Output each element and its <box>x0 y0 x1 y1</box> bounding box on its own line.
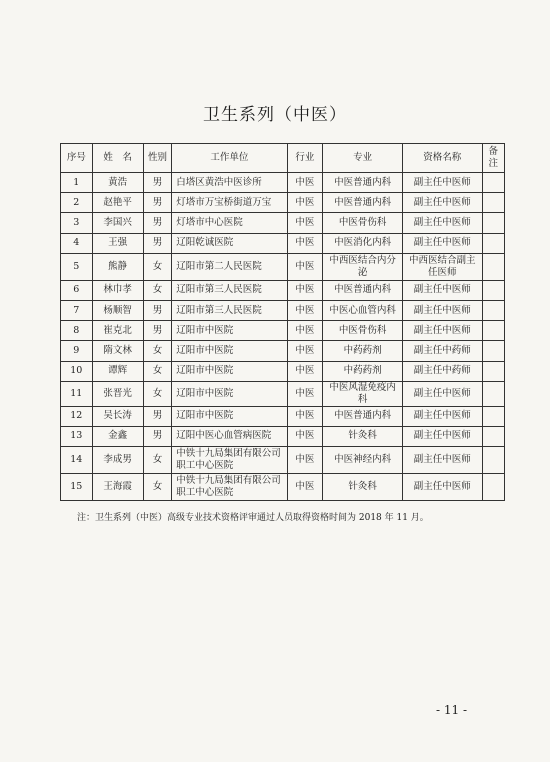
person-name-cell: 熊静 <box>92 253 143 280</box>
row-number-cell: 1 <box>61 173 93 193</box>
table-row <box>61 173 505 193</box>
row-number-cell: 12 <box>61 406 93 426</box>
work-unit-cell: 辽阳市中医院 <box>172 381 287 406</box>
row-number-cell: 10 <box>61 361 93 381</box>
industry-cell: 中医 <box>287 447 323 474</box>
person-name-cell: 李国兴 <box>92 213 143 233</box>
industry-cell: 中医 <box>287 474 323 501</box>
work-unit-cell: 辽阳市中医院 <box>172 321 287 341</box>
gender-cell: 男 <box>143 426 172 446</box>
table-row <box>61 406 505 426</box>
remark-cell <box>482 300 504 320</box>
gender-cell: 男 <box>143 213 172 233</box>
header-cell: 性别 <box>143 144 172 173</box>
qualification-title-cell: 副主任中医师 <box>402 321 482 341</box>
remark-cell <box>482 406 504 426</box>
header-cell: 资格名称 <box>402 144 482 173</box>
industry-cell: 中医 <box>287 233 323 253</box>
row-number-cell: 15 <box>61 474 93 501</box>
remark-cell <box>482 381 504 406</box>
work-unit-cell: 灯塔市万宝桥街道万宝 <box>172 193 287 213</box>
gender-cell: 女 <box>143 381 172 406</box>
work-unit-cell: 辽阳市第三人民医院 <box>172 300 287 320</box>
specialty-cell: 针灸科 <box>323 426 403 446</box>
row-number-cell: 4 <box>61 233 93 253</box>
table-row <box>61 361 505 381</box>
qualification-title-cell: 副主任中医师 <box>402 193 482 213</box>
industry-cell: 中医 <box>287 406 323 426</box>
industry-cell: 中医 <box>287 426 323 446</box>
specialty-cell: 中药药剂 <box>323 361 403 381</box>
person-name-cell: 王强 <box>92 233 143 253</box>
person-name-cell: 崔克北 <box>92 321 143 341</box>
gender-cell: 女 <box>143 341 172 361</box>
specialty-cell: 中医骨伤科 <box>323 321 403 341</box>
specialty-cell: 中药药剂 <box>323 341 403 361</box>
qualification-title-cell: 副主任中医师 <box>402 426 482 446</box>
table-row <box>61 193 505 213</box>
gender-cell: 女 <box>143 253 172 280</box>
gender-cell: 女 <box>143 280 172 300</box>
table-row <box>61 280 505 300</box>
table-row <box>61 233 505 253</box>
header-cell: 行业 <box>287 144 323 173</box>
gender-cell: 男 <box>143 406 172 426</box>
qualification-title-cell: 副主任中医师 <box>402 233 482 253</box>
row-number-cell: 14 <box>61 447 93 474</box>
header-cell: 工作单位 <box>172 144 287 173</box>
row-number-cell: 8 <box>61 321 93 341</box>
gender-cell: 女 <box>143 474 172 501</box>
work-unit-cell: 辽阳中医心血管病医院 <box>172 426 287 446</box>
remark-cell <box>482 474 504 501</box>
work-unit-cell: 白塔区黄浩中医诊所 <box>172 173 287 193</box>
header-cell: 备注 <box>482 144 504 173</box>
qualification-title-cell: 副主任中药师 <box>402 361 482 381</box>
qualification-title-cell: 副主任中医师 <box>402 406 482 426</box>
work-unit-cell: 灯塔市中心医院 <box>172 213 287 233</box>
remark-cell <box>482 426 504 446</box>
table-row <box>61 300 505 320</box>
person-name-cell: 李成男 <box>92 447 143 474</box>
specialty-cell: 中医普通内科 <box>323 280 403 300</box>
remark-cell <box>482 253 504 280</box>
specialty-cell: 针灸科 <box>323 474 403 501</box>
work-unit-cell: 辽阳市中医院 <box>172 406 287 426</box>
industry-cell: 中医 <box>287 193 323 213</box>
specialty-cell: 中医消化内科 <box>323 233 403 253</box>
person-name-cell: 王海霞 <box>92 474 143 501</box>
industry-cell: 中医 <box>287 173 323 193</box>
specialty-cell: 中医神经内科 <box>323 447 403 474</box>
qualification-title-cell: 副主任中医师 <box>402 447 482 474</box>
remark-cell <box>482 447 504 474</box>
person-name-cell: 金鑫 <box>92 426 143 446</box>
remark-cell <box>482 233 504 253</box>
specialty-cell: 中医普通内科 <box>323 406 403 426</box>
qualification-title-cell: 副主任中医师 <box>402 381 482 406</box>
remark-cell <box>482 321 504 341</box>
person-name-cell: 张晋光 <box>92 381 143 406</box>
table-row <box>61 253 505 280</box>
table-row <box>61 341 505 361</box>
specialty-cell: 中医骨伤科 <box>323 213 403 233</box>
row-number-cell: 6 <box>61 280 93 300</box>
gender-cell: 女 <box>143 447 172 474</box>
header-cell: 序号 <box>61 144 93 173</box>
industry-cell: 中医 <box>287 213 323 233</box>
gender-cell: 男 <box>143 193 172 213</box>
industry-cell: 中医 <box>287 361 323 381</box>
work-unit-cell: 辽阳乾诚医院 <box>172 233 287 253</box>
specialty-cell: 中医普通内科 <box>323 193 403 213</box>
specialty-cell: 中西医结合内分泌 <box>323 253 403 280</box>
remark-cell <box>482 193 504 213</box>
industry-cell: 中医 <box>287 341 323 361</box>
table-header-row <box>61 144 505 173</box>
header-cell: 姓 名 <box>92 144 143 173</box>
qualification-title-cell: 副主任中医师 <box>402 213 482 233</box>
qualification-title-cell: 副主任中医师 <box>402 474 482 501</box>
person-name-cell: 黄浩 <box>92 173 143 193</box>
remark-cell <box>482 361 504 381</box>
person-name-cell: 吴长涛 <box>92 406 143 426</box>
table-row <box>61 474 505 501</box>
remark-cell <box>482 213 504 233</box>
specialty-cell: 中医普通内科 <box>323 173 403 193</box>
remark-cell <box>482 173 504 193</box>
person-name-cell: 赵艳平 <box>92 193 143 213</box>
work-unit-cell: 辽阳市中医院 <box>172 361 287 381</box>
person-name-cell: 林巾孝 <box>92 280 143 300</box>
work-unit-cell: 中铁十九局集团有限公司职工中心医院 <box>172 447 287 474</box>
page-title: 卫生系列（中医） <box>203 105 347 125</box>
page-number: - 11 - <box>436 703 468 717</box>
person-name-cell: 谭辉 <box>92 361 143 381</box>
specialty-cell: 中医风湿免疫内科 <box>323 381 403 406</box>
industry-cell: 中医 <box>287 321 323 341</box>
qualification-title-cell: 中西医结合副主任医师 <box>402 253 482 280</box>
work-unit-cell: 辽阳市第二人民医院 <box>172 253 287 280</box>
footnote: 注：卫生系列（中医）高级专业技术资格评审通过人员取得资格时间为 2018 年 11 月。 <box>77 513 429 523</box>
table-row <box>61 447 505 474</box>
table-row <box>61 213 505 233</box>
qualification-table <box>60 143 505 501</box>
row-number-cell: 5 <box>61 253 93 280</box>
industry-cell: 中医 <box>287 381 323 406</box>
row-number-cell: 7 <box>61 300 93 320</box>
gender-cell: 男 <box>143 233 172 253</box>
row-number-cell: 3 <box>61 213 93 233</box>
specialty-cell: 中医心血管内科 <box>323 300 403 320</box>
qualification-title-cell: 副主任中医师 <box>402 173 482 193</box>
remark-cell <box>482 280 504 300</box>
table-row <box>61 426 505 446</box>
row-number-cell: 2 <box>61 193 93 213</box>
gender-cell: 男 <box>143 173 172 193</box>
industry-cell: 中医 <box>287 280 323 300</box>
gender-cell: 男 <box>143 321 172 341</box>
gender-cell: 女 <box>143 361 172 381</box>
gender-cell: 男 <box>143 300 172 320</box>
person-name-cell: 隋文林 <box>92 341 143 361</box>
qualification-title-cell: 副主任中医师 <box>402 300 482 320</box>
table-row <box>61 321 505 341</box>
work-unit-cell: 辽阳市中医院 <box>172 341 287 361</box>
header-cell: 专业 <box>323 144 403 173</box>
row-number-cell: 11 <box>61 381 93 406</box>
table-row <box>61 381 505 406</box>
remark-cell <box>482 341 504 361</box>
work-unit-cell: 辽阳市第三人民医院 <box>172 280 287 300</box>
industry-cell: 中医 <box>287 300 323 320</box>
row-number-cell: 9 <box>61 341 93 361</box>
industry-cell: 中医 <box>287 253 323 280</box>
qualification-title-cell: 副主任中药师 <box>402 341 482 361</box>
row-number-cell: 13 <box>61 426 93 446</box>
person-name-cell: 杨顺智 <box>92 300 143 320</box>
work-unit-cell: 中铁十九局集团有限公司职工中心医院 <box>172 474 287 501</box>
qualification-title-cell: 副主任中医师 <box>402 280 482 300</box>
